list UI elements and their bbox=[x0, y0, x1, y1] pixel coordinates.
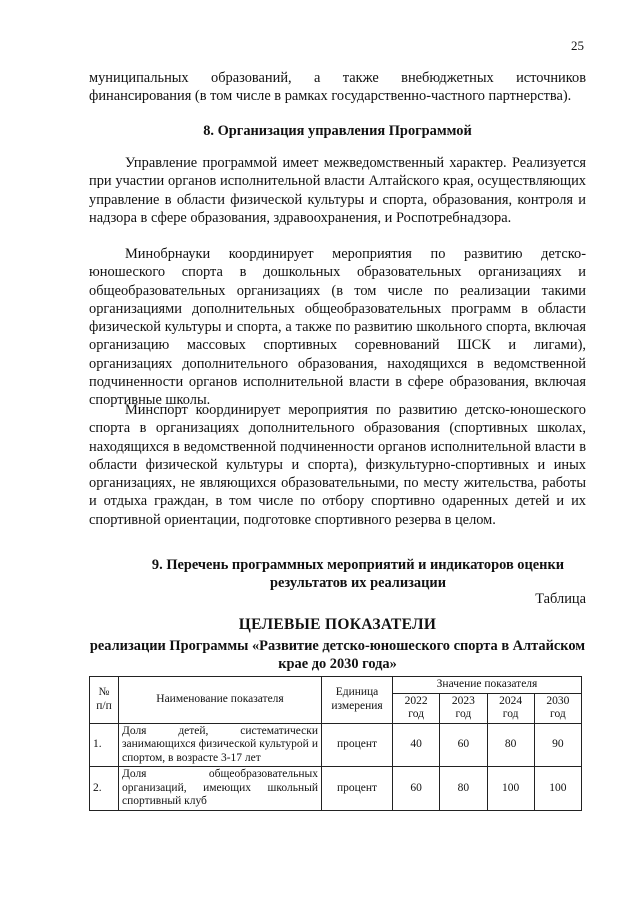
table-row bbox=[90, 767, 582, 811]
row-num: 1. bbox=[90, 723, 119, 767]
row-num: 2. bbox=[90, 767, 119, 811]
header-num: № п/п bbox=[90, 677, 119, 724]
row-value-2030: 100 bbox=[534, 767, 581, 811]
header-unit: Единица измерения bbox=[322, 677, 393, 724]
continuation-paragraph: муниципальных образований, а также внебюджетных источников финансирования (в том числе в рамках государственно-частного партнерства). bbox=[89, 70, 586, 105]
header-year-2023: 2023 год bbox=[440, 693, 487, 723]
table-row bbox=[90, 723, 582, 767]
page-number: 25 bbox=[571, 38, 584, 53]
minsport-paragraph: Минспорт координирует мероприятия по развитию детско-юношеского спорта в организациях дополнительного образования (спортивных школах, находящихся в ведомственной подчиненности органов исполнительной власти в области физической культуры и спорта), физкультурно-спортивных и иных организациях, не являющихся образовательными, по месту жительства, работы и отдыха граждан, в том числе по отбору спортивно одаренных детей и их спортивной ориентации, подготовке спортивного резерва в целом. bbox=[89, 402, 586, 528]
header-year-2022: 2022 год bbox=[393, 693, 440, 723]
management-paragraph: Управление программой имеет межведомственный характер. Реализуется при участии органов исполнительной власти Алтайского края, осуществляющих управление в области физической культуры и спорта, образования, контроля и надзора в сфере образования, здравоохранения, и Роспотребнадзора. bbox=[89, 155, 586, 226]
header-value-group: Значение показателя bbox=[393, 677, 582, 694]
targets-subtitle: реализации Программы «Развитие детско-юношеского спорта в Алтайском крае до 2030 года» bbox=[89, 638, 586, 673]
section-8-heading: 8. Организация управления Программой bbox=[203, 123, 472, 139]
row-value-2022: 40 bbox=[393, 723, 440, 767]
table-caption: Таблица bbox=[535, 591, 586, 607]
row-value-2024: 100 bbox=[487, 767, 534, 811]
minobrnauki-paragraph: Минобрнауки координирует мероприятия по развитию детско-юношеского спорта в дошкольных образовательных организациях и общеобразовательных организациях (в том числе по реализации такими организациями дополнительных общеобразовательных программ в области физической культуры и спорта, а также по развитию школьного спорта, включая организацию массовых спортивных соревнований ШСК и лигами), организациях дополнительного образования, находящихся в ведомственной подчиненности органов исполнительной власти в сфере образования, включая спортивные школы. bbox=[89, 246, 586, 409]
header-year-2030: 2030 год bbox=[534, 693, 581, 723]
header-name: Наименование показателя bbox=[119, 677, 322, 724]
section-9-heading: 9. Перечень программных мероприятий и индикаторов оценки результатов их реализации bbox=[151, 557, 565, 592]
row-value-2023: 80 bbox=[440, 767, 487, 811]
row-indicator-name: Доля детей, систематически занимающихся физической культурой и спортом, в возрасте 3-17 лет bbox=[119, 723, 322, 767]
row-value-2023: 60 bbox=[440, 723, 487, 767]
row-value-2022: 60 bbox=[393, 767, 440, 811]
row-unit: процент bbox=[322, 723, 393, 767]
row-indicator-name: Доля общеобразовательных организаций, имеющих школьный спортивный клуб bbox=[119, 767, 322, 811]
indicators-table bbox=[89, 676, 582, 811]
row-unit: процент bbox=[322, 767, 393, 811]
row-value-2030: 90 bbox=[534, 723, 581, 767]
row-value-2024: 80 bbox=[487, 723, 534, 767]
header-year-2024: 2024 год bbox=[487, 693, 534, 723]
targets-title: ЦЕЛЕВЫЕ ПОКАЗАТЕЛИ bbox=[238, 616, 437, 633]
